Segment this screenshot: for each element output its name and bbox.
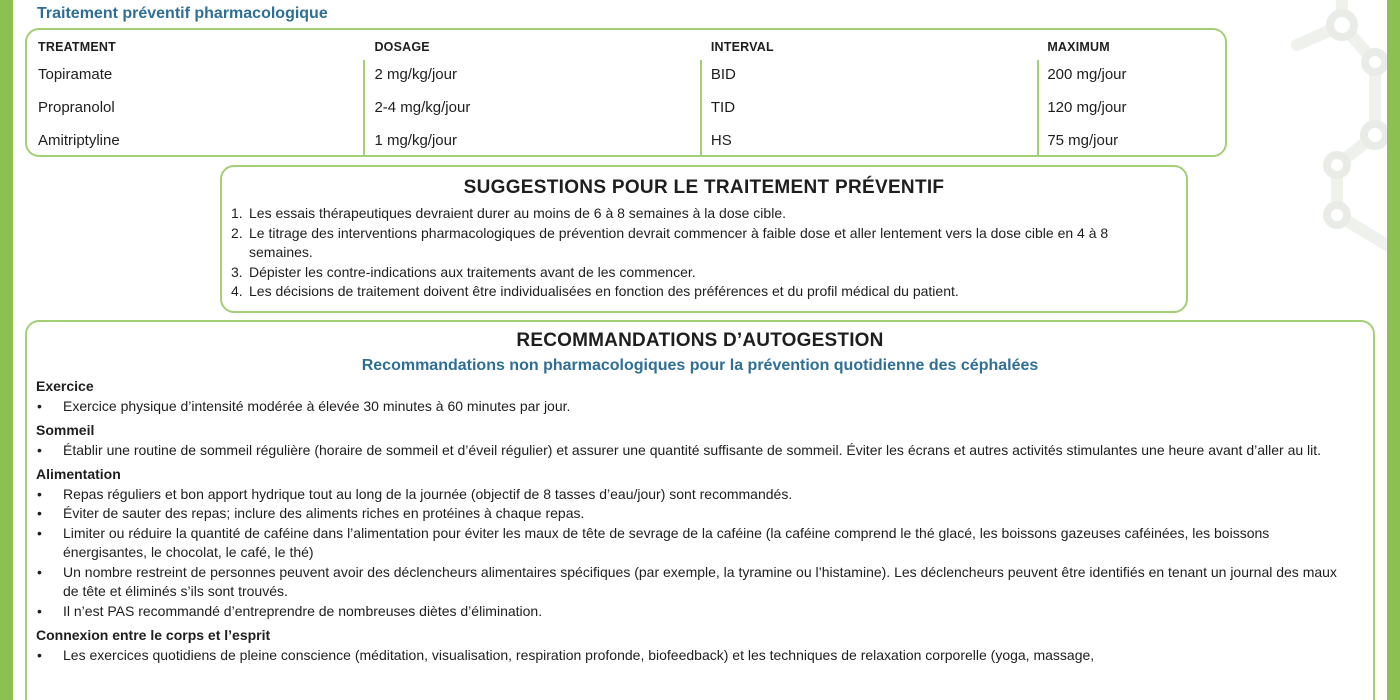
list-item-text: Il n’est PAS recommandé d’entreprendre de nombreuses diètes d’élimination. bbox=[63, 602, 543, 619]
list-item bbox=[36, 602, 1356, 622]
list-item-text: Repas réguliers et bon apport hydrique tout au long de la journée (objectif de 8 tasses d’eau/jour) sont recommandés. bbox=[63, 485, 793, 502]
suggestion-text: Le titrage des interventions pharmacologiques de prévention devrait commencer à faible dose et aller lentement vers la dose cible en 4 à 8 semaines. bbox=[249, 224, 1109, 260]
list-item bbox=[36, 441, 1356, 461]
recommendations-title: RECOMMANDATIONS D’AUTOGESTION bbox=[516, 330, 884, 351]
suggestion-text: Dépister les contre-indications aux traitements avant de les commencer. bbox=[249, 263, 696, 280]
recommendations-subtitle: Recommandations non pharmacologiques pour la prévention quotidienne des céphalées bbox=[361, 357, 1039, 374]
bullet-dot: • bbox=[37, 441, 42, 458]
table-row bbox=[27, 126, 1225, 159]
suggestion-item bbox=[231, 204, 1151, 224]
bullet-dot: • bbox=[37, 505, 42, 521]
preventive-treatment-table bbox=[25, 28, 1227, 157]
table-cell-dosage: 1 mg/kg/jour bbox=[374, 132, 457, 149]
table-cell-maximum: 120 mg/jour bbox=[1047, 99, 1127, 116]
suggestion-item bbox=[231, 263, 1151, 283]
section-title: Traitement préventif pharmacologique bbox=[37, 5, 328, 22]
table-cell-treatment: Amitriptyline bbox=[38, 132, 120, 149]
list-item bbox=[36, 485, 1356, 505]
list-item bbox=[36, 563, 1356, 602]
bullet-dot: • bbox=[37, 602, 42, 619]
table-cell-dosage: 2-4 mg/kg/jour bbox=[374, 99, 471, 116]
table-header-row bbox=[27, 36, 1225, 60]
table-cell-treatment: Propranolol bbox=[38, 99, 115, 116]
column-header-treatment: TREATMENT bbox=[38, 40, 116, 54]
table-cell-interval: TID bbox=[710, 99, 736, 116]
suggestions-title: SUGGESTIONS POUR LE TRAITEMENT PRÉVENTIF bbox=[463, 177, 945, 198]
molecule-decoration bbox=[1237, 0, 1387, 300]
bullet-dot: • bbox=[37, 524, 42, 541]
table-cell-interval: BID bbox=[710, 66, 736, 83]
bullet-dot: • bbox=[37, 646, 42, 663]
list-item-text: Établir une routine de sommeil régulière (horaire de sommeil et d’éveil régulier) et assurer une quantité suffisante de sommeil. Éviter les écrans et autres activités stimulantes une heure avant d’aller au lit. bbox=[63, 441, 1322, 458]
suggestions-list bbox=[231, 204, 1151, 302]
recommendations-box bbox=[25, 320, 1375, 700]
list-item-text: Éviter de sauter des repas; inclure des aliments riches en protéines à chaque repas. bbox=[63, 505, 585, 521]
suggestion-text: Les essais thérapeutiques devraient durer au moins de 6 à 8 semaines à la dose cible. bbox=[249, 205, 786, 221]
table-row bbox=[27, 60, 1225, 93]
table-cell-interval: HS bbox=[710, 132, 732, 149]
category-heading-nutrition: Alimentation bbox=[36, 466, 121, 482]
table-cell-treatment: Topiramate bbox=[38, 66, 113, 83]
category-heading-exercise: Exercice bbox=[36, 378, 94, 394]
list-item bbox=[36, 646, 1356, 666]
bullet-dot: • bbox=[37, 485, 42, 502]
column-header-dosage: DOSAGE bbox=[374, 40, 430, 54]
list-item bbox=[36, 524, 1356, 563]
list-item-text: Un nombre restreint de personnes peuvent avoir des déclencheurs alimentaires spécifiques (par exemple, la tyramine ou l’histamine). Les déclencheurs peuvent être identifiés en tenant un journal des maux de tête et éliminés s’ils sont trouvés. bbox=[63, 563, 1337, 599]
suggestion-number: 2. bbox=[231, 224, 243, 241]
bullet-dot: • bbox=[37, 563, 42, 580]
list-item-text: Exercice physique d’intensité modérée à élevée 30 minutes à 60 minutes par jour. bbox=[63, 397, 571, 414]
table-cell-dosage: 2 mg/kg/jour bbox=[374, 66, 457, 83]
suggestion-number: 1. bbox=[231, 205, 243, 221]
list-item bbox=[36, 397, 1356, 417]
table-cell-maximum: 75 mg/jour bbox=[1047, 132, 1119, 149]
suggestions-box bbox=[220, 165, 1188, 313]
suggestion-number: 4. bbox=[231, 283, 243, 299]
column-header-maximum: MAXIMUM bbox=[1047, 40, 1110, 54]
table-cell-maximum: 200 mg/jour bbox=[1047, 66, 1127, 83]
list-item bbox=[36, 504, 1356, 524]
suggestion-number: 3. bbox=[231, 263, 243, 280]
table-row bbox=[27, 93, 1225, 126]
document-page bbox=[13, 0, 1387, 700]
column-header-interval: INTERVAL bbox=[710, 40, 774, 54]
suggestion-item bbox=[231, 282, 1151, 302]
list-item-text: Limiter ou réduire la quantité de caféine dans l’alimentation pour éviter les maux de tête de sevrage de la caféine (la caféine comprend le thé glacé, les boissons gazeuses caféinées, les boissons énergisantes, le chocolat, le café, le thé) bbox=[63, 524, 1270, 560]
bullet-dot: • bbox=[37, 397, 42, 414]
category-heading-mind-body: Connexion entre le corps et l’esprit bbox=[36, 627, 271, 643]
suggestion-text: Les décisions de traitement doivent être individualisées en fonction des préférences et du profil médical du patient. bbox=[249, 283, 959, 299]
category-heading-sleep: Sommeil bbox=[36, 422, 95, 438]
recommendations-body bbox=[36, 377, 1356, 665]
suggestion-item bbox=[231, 224, 1151, 263]
list-item-text: Les exercices quotidiens de pleine conscience (méditation, visualisation, respiration profonde, biofeedback) et les techniques de relaxation corporelle (yoga, massage, bbox=[63, 646, 1095, 663]
